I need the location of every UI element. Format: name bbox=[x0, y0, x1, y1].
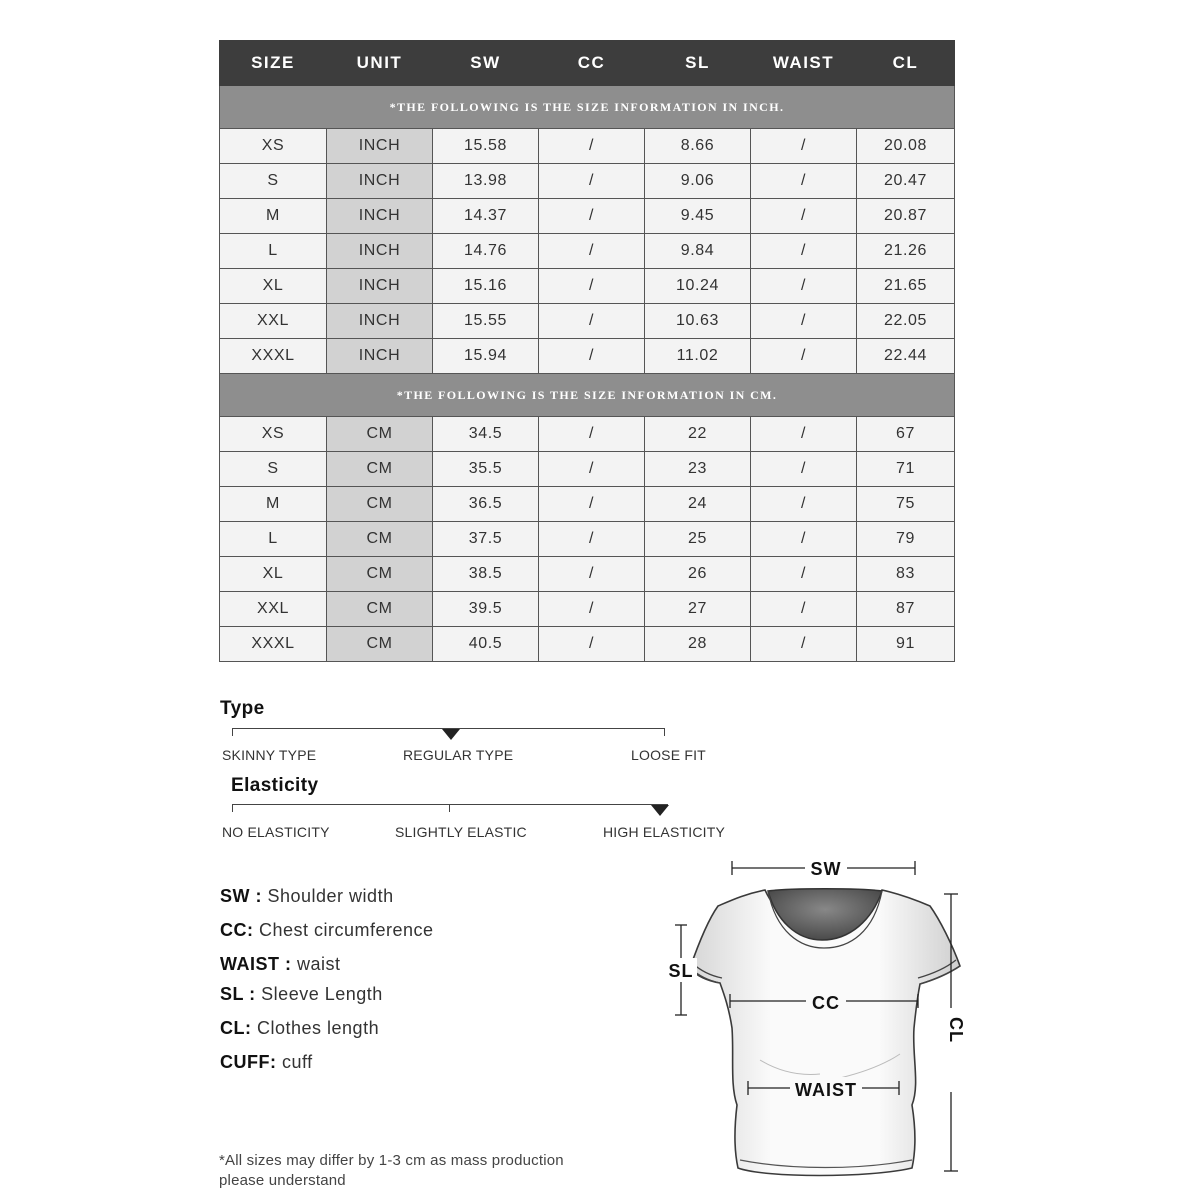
table-cell-unit: CM bbox=[327, 417, 433, 452]
table-cell-size: L bbox=[220, 234, 327, 269]
table-cell-unit: INCH bbox=[327, 199, 433, 234]
table-cell-cl: 20.08 bbox=[857, 129, 955, 164]
table-cell-waist: / bbox=[751, 522, 857, 557]
legend-item-sw bbox=[220, 884, 434, 918]
table-cell-cl: 83 bbox=[857, 557, 955, 592]
sizing-disclaimer bbox=[219, 1151, 564, 1191]
legend-desc: Sleeve Length bbox=[255, 984, 383, 1004]
table-cell-cl: 75 bbox=[857, 487, 955, 522]
table-cell-size: XS bbox=[220, 417, 327, 452]
table-cell-sw: 40.5 bbox=[433, 627, 539, 662]
sw-label: SW bbox=[810, 859, 842, 879]
header-cl: CL bbox=[857, 41, 955, 86]
legend-abbr: WAIST : bbox=[220, 954, 292, 974]
table-cell-unit: CM bbox=[327, 592, 433, 627]
table-cell-size: XXXL bbox=[220, 339, 327, 374]
table-cell-size: S bbox=[220, 164, 327, 199]
table-cell-sl: 9.06 bbox=[645, 164, 751, 199]
legend-abbr: CC: bbox=[220, 920, 254, 940]
legend-desc: Chest circumference bbox=[253, 920, 434, 940]
table-cell-sl: 9.84 bbox=[645, 234, 751, 269]
table-row bbox=[220, 487, 955, 522]
legend-item-cc bbox=[220, 918, 434, 952]
table-cell-waist: / bbox=[751, 487, 857, 522]
table-cell-waist: / bbox=[751, 234, 857, 269]
header-unit: UNIT bbox=[327, 41, 433, 86]
table-cell-cc: / bbox=[539, 417, 645, 452]
header-sw: SW bbox=[433, 41, 539, 86]
cm-rows bbox=[220, 417, 955, 662]
table-row bbox=[220, 164, 955, 199]
cm-section-note: *THE FOLLOWING IS THE SIZE INFORMATION IN CM. bbox=[220, 374, 955, 417]
table-cell-waist: / bbox=[751, 627, 857, 662]
legend-item-sl bbox=[220, 982, 434, 1016]
table-row bbox=[220, 592, 955, 627]
table-cell-unit: CM bbox=[327, 487, 433, 522]
table-cell-cc: / bbox=[539, 557, 645, 592]
table-row bbox=[220, 522, 955, 557]
table-cell-unit: INCH bbox=[327, 269, 433, 304]
table-cell-cc: / bbox=[539, 304, 645, 339]
table-cell-cc: / bbox=[539, 452, 645, 487]
measurement-legend bbox=[220, 884, 434, 1084]
table-cell-cc: / bbox=[539, 129, 645, 164]
table-cell-waist: / bbox=[751, 339, 857, 374]
header-sl: SL bbox=[645, 41, 751, 86]
tshirt-measurement-diagram bbox=[650, 850, 970, 1190]
table-cell-size: S bbox=[220, 452, 327, 487]
table-cell-unit: INCH bbox=[327, 164, 433, 199]
table-cell-waist: / bbox=[751, 452, 857, 487]
table-cell-waist: / bbox=[751, 557, 857, 592]
table-cell-sl: 27 bbox=[645, 592, 751, 627]
table-header-row bbox=[220, 41, 955, 86]
table-cell-cc: / bbox=[539, 339, 645, 374]
table-cell-cl: 20.87 bbox=[857, 199, 955, 234]
table-cell-sl: 22 bbox=[645, 417, 751, 452]
table-cell-cl: 21.26 bbox=[857, 234, 955, 269]
disclaimer-line-2: please understand bbox=[219, 1172, 346, 1189]
waist-label: WAIST bbox=[795, 1080, 857, 1100]
table-row bbox=[220, 234, 955, 269]
table-cell-sw: 38.5 bbox=[433, 557, 539, 592]
table-cell-cc: / bbox=[539, 487, 645, 522]
legend-desc: cuff bbox=[276, 1052, 313, 1072]
type-scale-tick-start bbox=[232, 728, 233, 736]
table-cell-size: XXL bbox=[220, 304, 327, 339]
table-cell-cc: / bbox=[539, 234, 645, 269]
table-cell-sl: 25 bbox=[645, 522, 751, 557]
type-label-skinny: SKINNY TYPE bbox=[222, 747, 317, 763]
table-cell-waist: / bbox=[751, 417, 857, 452]
type-label-loose: LOOSE FIT bbox=[631, 747, 706, 763]
table-cell-sl: 10.24 bbox=[645, 269, 751, 304]
table-cell-cl: 22.44 bbox=[857, 339, 955, 374]
table-cell-sl: 26 bbox=[645, 557, 751, 592]
table-row bbox=[220, 199, 955, 234]
legend-abbr: CUFF: bbox=[220, 1052, 277, 1072]
table-cell-sw: 36.5 bbox=[433, 487, 539, 522]
inch-section-note: *THE FOLLOWING IS THE SIZE INFORMATION IN INCH. bbox=[220, 86, 955, 129]
table-cell-sw: 34.5 bbox=[433, 417, 539, 452]
table-cell-sw: 14.37 bbox=[433, 199, 539, 234]
inch-section-row bbox=[220, 86, 955, 129]
table-cell-sw: 15.16 bbox=[433, 269, 539, 304]
elasticity-scale-tick-start bbox=[232, 804, 233, 812]
table-row bbox=[220, 269, 955, 304]
table-row bbox=[220, 627, 955, 662]
table-cell-waist: / bbox=[751, 199, 857, 234]
table-cell-waist: / bbox=[751, 164, 857, 199]
table-cell-sw: 15.55 bbox=[433, 304, 539, 339]
table-cell-cc: / bbox=[539, 592, 645, 627]
table-cell-sw: 39.5 bbox=[433, 592, 539, 627]
table-cell-sw: 15.94 bbox=[433, 339, 539, 374]
table-cell-size: M bbox=[220, 487, 327, 522]
type-scale-title: Type bbox=[220, 698, 265, 719]
cl-label: CL bbox=[946, 1017, 966, 1043]
table-cell-sl: 28 bbox=[645, 627, 751, 662]
table-cell-sw: 15.58 bbox=[433, 129, 539, 164]
table-cell-cl: 67 bbox=[857, 417, 955, 452]
size-chart-table bbox=[219, 40, 955, 662]
table-row bbox=[220, 339, 955, 374]
table-cell-cc: / bbox=[539, 269, 645, 304]
legend-abbr: CL: bbox=[220, 1018, 252, 1038]
legend-desc: Clothes length bbox=[251, 1018, 380, 1038]
table-cell-size: M bbox=[220, 199, 327, 234]
type-scale-tick-end bbox=[664, 728, 665, 736]
table-cell-cl: 91 bbox=[857, 627, 955, 662]
table-cell-cl: 87 bbox=[857, 592, 955, 627]
table-cell-unit: CM bbox=[327, 522, 433, 557]
table-cell-unit: CM bbox=[327, 452, 433, 487]
table-cell-size: XXL bbox=[220, 592, 327, 627]
legend-item-waist bbox=[220, 952, 434, 982]
table-cell-sw: 14.76 bbox=[433, 234, 539, 269]
elasticity-scale-line bbox=[232, 804, 668, 805]
table-cell-sl: 23 bbox=[645, 452, 751, 487]
legend-item-cl bbox=[220, 1016, 434, 1050]
table-cell-sl: 9.45 bbox=[645, 199, 751, 234]
table-cell-sw: 13.98 bbox=[433, 164, 539, 199]
table-cell-cc: / bbox=[539, 627, 645, 662]
table-cell-size: XL bbox=[220, 269, 327, 304]
table-cell-waist: / bbox=[751, 304, 857, 339]
table-cell-waist: / bbox=[751, 592, 857, 627]
table-cell-unit: CM bbox=[327, 627, 433, 662]
table-cell-cl: 79 bbox=[857, 522, 955, 557]
header-size: SIZE bbox=[220, 41, 327, 86]
header-waist: WAIST bbox=[751, 41, 857, 86]
type-selected-marker bbox=[442, 729, 460, 740]
table-cell-unit: INCH bbox=[327, 304, 433, 339]
table-cell-cl: 20.47 bbox=[857, 164, 955, 199]
disclaimer-line-1: *All sizes may differ by 1-3 cm as mass production bbox=[219, 1152, 564, 1169]
table-cell-unit: INCH bbox=[327, 234, 433, 269]
cm-section-row bbox=[220, 374, 955, 417]
legend-desc: waist bbox=[291, 954, 341, 974]
table-cell-sl: 10.63 bbox=[645, 304, 751, 339]
table-cell-size: XXXL bbox=[220, 627, 327, 662]
elasticity-label-none: NO ELASTICITY bbox=[222, 824, 330, 840]
table-cell-cc: / bbox=[539, 164, 645, 199]
legend-desc: Shoulder width bbox=[262, 886, 394, 906]
sl-label: SL bbox=[668, 961, 694, 981]
legend-abbr: SW : bbox=[220, 886, 262, 906]
cc-label: CC bbox=[812, 993, 840, 1013]
table-cell-sl: 11.02 bbox=[645, 339, 751, 374]
legend-abbr: SL : bbox=[220, 984, 256, 1004]
table-row bbox=[220, 452, 955, 487]
table-cell-size: L bbox=[220, 522, 327, 557]
table-cell-sl: 24 bbox=[645, 487, 751, 522]
elasticity-scale-tick-mid bbox=[449, 804, 450, 812]
table-row bbox=[220, 557, 955, 592]
elasticity-scale-title: Elasticity bbox=[231, 775, 319, 796]
table-cell-sw: 37.5 bbox=[433, 522, 539, 557]
table-row bbox=[220, 129, 955, 164]
table-row bbox=[220, 304, 955, 339]
table-cell-unit: CM bbox=[327, 557, 433, 592]
table-cell-size: XL bbox=[220, 557, 327, 592]
table-cell-cc: / bbox=[539, 199, 645, 234]
header-cc: CC bbox=[539, 41, 645, 86]
table-cell-unit: INCH bbox=[327, 339, 433, 374]
table-cell-cl: 22.05 bbox=[857, 304, 955, 339]
type-label-regular: REGULAR TYPE bbox=[403, 747, 514, 763]
elasticity-selected-marker bbox=[651, 805, 669, 816]
legend-item-cuff bbox=[220, 1050, 434, 1084]
table-row bbox=[220, 417, 955, 452]
table-cell-size: XS bbox=[220, 129, 327, 164]
elasticity-label-high: HIGH ELASTICITY bbox=[603, 824, 726, 840]
table-cell-waist: / bbox=[751, 129, 857, 164]
table-cell-cl: 71 bbox=[857, 452, 955, 487]
inch-rows bbox=[220, 129, 955, 374]
table-cell-cc: / bbox=[539, 522, 645, 557]
elasticity-label-slight: SLIGHTLY ELASTIC bbox=[395, 824, 527, 840]
table-cell-sw: 35.5 bbox=[433, 452, 539, 487]
table-cell-unit: INCH bbox=[327, 129, 433, 164]
table-cell-waist: / bbox=[751, 269, 857, 304]
table-cell-cl: 21.65 bbox=[857, 269, 955, 304]
table-cell-sl: 8.66 bbox=[645, 129, 751, 164]
